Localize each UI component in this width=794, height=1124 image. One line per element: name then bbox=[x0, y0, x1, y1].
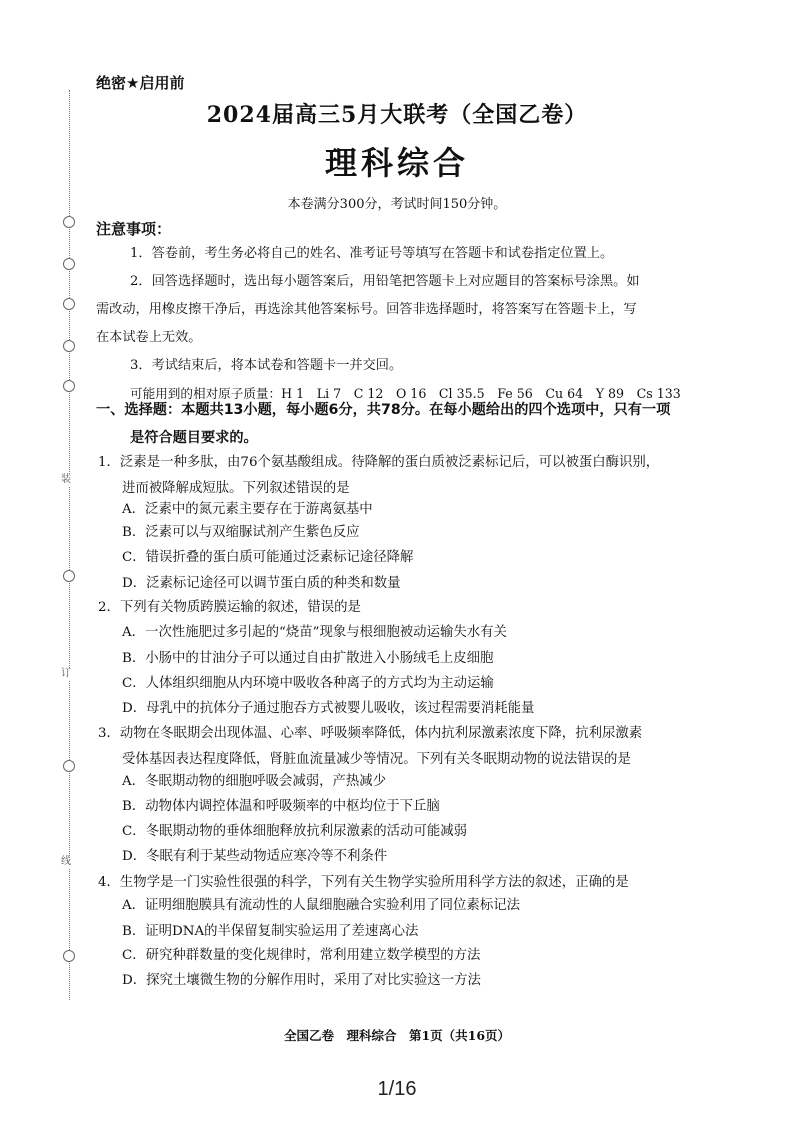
section-title bbox=[96, 396, 746, 452]
confidential-label: 绝密★启用前 bbox=[96, 74, 185, 92]
binding-hole bbox=[63, 298, 75, 310]
notice-item: 需改动，用橡皮擦干净后，再选涂其他答案标号。回答非选择题时，将答案写在答题卡上，写 bbox=[96, 302, 637, 317]
notice-heading: 注意事项： bbox=[96, 220, 172, 238]
question-stem bbox=[98, 450, 746, 502]
option: D．母乳中的抗体分子通过胞吞方式被婴儿吸收，该过程需要消耗能量 bbox=[122, 701, 535, 716]
question-line: 进而被降解成短肽。下列叙述错误的是 bbox=[122, 481, 350, 496]
binding-hole bbox=[63, 340, 75, 352]
question-stem bbox=[98, 721, 746, 773]
option: C．研究种群数量的变化规律时，常利用建立数学模型的方法 bbox=[122, 948, 481, 963]
question-line: 3．动物在冬眠期会出现体温、心率、呼吸频率降低，体内抗利尿激素浓度下降，抗利尿激素 bbox=[98, 726, 643, 741]
atomic-masses: 可能用到的相对原子质量：H 1 Li 7 C 12 O 16 Cl 35.5 Fe 56 Cu 64 Y 89 Cs 133 bbox=[130, 386, 681, 401]
notice-list bbox=[96, 240, 736, 408]
option: A．一次性施肥过多引起的“烧苗”现象与根细胞被动运输失水有关 bbox=[122, 625, 507, 640]
subject-title: 理科综合 bbox=[324, 144, 469, 182]
option: B．证明DNA的半保留复制实验运用了差速离心法 bbox=[122, 924, 419, 939]
option: C．冬眠期动物的垂体细胞释放抗利尿激素的活动可能减弱 bbox=[122, 824, 468, 839]
exam-info: 本卷满分300分，考试时间150分钟。 bbox=[287, 197, 507, 212]
option: D．冬眠有利于某些动物适应寒冷等不利条件 bbox=[122, 849, 388, 864]
question-line: 受体基因表达程度降低，肾脏血流量减少等情况。下列有关冬眠期动物的说法错误的是 bbox=[122, 752, 631, 767]
binding-mark-zhuang: 装 bbox=[61, 474, 71, 485]
section-title-line: 一、选择题：本题共13小题，每小题6分，共78分。在每小题给出的四个选项中，只有一项 bbox=[96, 402, 671, 418]
option: A．冬眠期动物的细胞呼吸会减弱，产热减少 bbox=[122, 774, 387, 789]
option: D．探究土壤微生物的分解作用时，采用了对比实验这一方法 bbox=[122, 973, 481, 988]
notice-item: 在本试卷上无效。 bbox=[96, 330, 202, 345]
binding-hole bbox=[63, 760, 75, 772]
question-line: 1．泛素是一种多肽，由76个氨基酸组成。待降解的蛋白质被泛素标记后，可以被蛋白酶识别， bbox=[98, 455, 660, 470]
option: C．人体组织细胞从内环境中吸收各种离子的方式均为主动运输 bbox=[122, 676, 494, 691]
question-line: 2．下列有关物质跨膜运输的叙述，错误的是 bbox=[98, 600, 361, 615]
option: A．证明细胞膜具有流动性的人鼠细胞融合实验利用了同位素标记法 bbox=[122, 898, 520, 913]
option: B．小肠中的甘油分子可以通过自由扩散进入小肠绒毛上皮细胞 bbox=[122, 651, 494, 666]
question-stem bbox=[98, 595, 746, 621]
notice-item: 2．回答选择题时，选出每小题答案后，用铅笔把答题卡上对应题目的答案标号涂黑。如 bbox=[130, 274, 640, 289]
exam-title: 2024届高三5月大联考（全国乙卷） bbox=[206, 102, 588, 128]
section-title-line: 是符合题目要求的。 bbox=[130, 430, 258, 446]
binding-margin bbox=[58, 90, 82, 1000]
option: B．动物体内调控体温和呼吸频率的中枢均位于下丘脑 bbox=[122, 799, 440, 814]
binding-hole bbox=[63, 216, 75, 228]
page-footer: 全国乙卷 理科综合 第1页（共16页） bbox=[283, 1028, 511, 1043]
page-counter: 1/16 bbox=[377, 1078, 417, 1100]
binding-mark-xian: 线 bbox=[61, 856, 71, 867]
option: B．泛素可以与双缩脲试剂产生紫色反应 bbox=[122, 525, 360, 540]
question-line: 4．生物学是一门实验性很强的科学，下列有关生物学实验所用科学方法的叙述，正确的是 bbox=[98, 875, 629, 890]
binding-hole bbox=[63, 380, 75, 392]
option: A．泛素中的氮元素主要存在于游离氨基中 bbox=[122, 502, 373, 517]
binding-mark-ding: 订 bbox=[61, 668, 71, 679]
option: C．错误折叠的蛋白质可能通过泛素标记途径降解 bbox=[122, 550, 414, 565]
notice-item: 1．答卷前，考生务必将自己的姓名、准考证号等填写在答题卡和试卷指定位置上。 bbox=[130, 246, 614, 261]
notice-item: 3．考试结束后，将本试卷和答题卡一并交回。 bbox=[130, 358, 403, 373]
binding-hole bbox=[63, 570, 75, 582]
binding-hole bbox=[63, 950, 75, 962]
option: D．泛素标记途径可以调节蛋白质的种类和数量 bbox=[122, 576, 401, 591]
binding-hole bbox=[63, 258, 75, 270]
